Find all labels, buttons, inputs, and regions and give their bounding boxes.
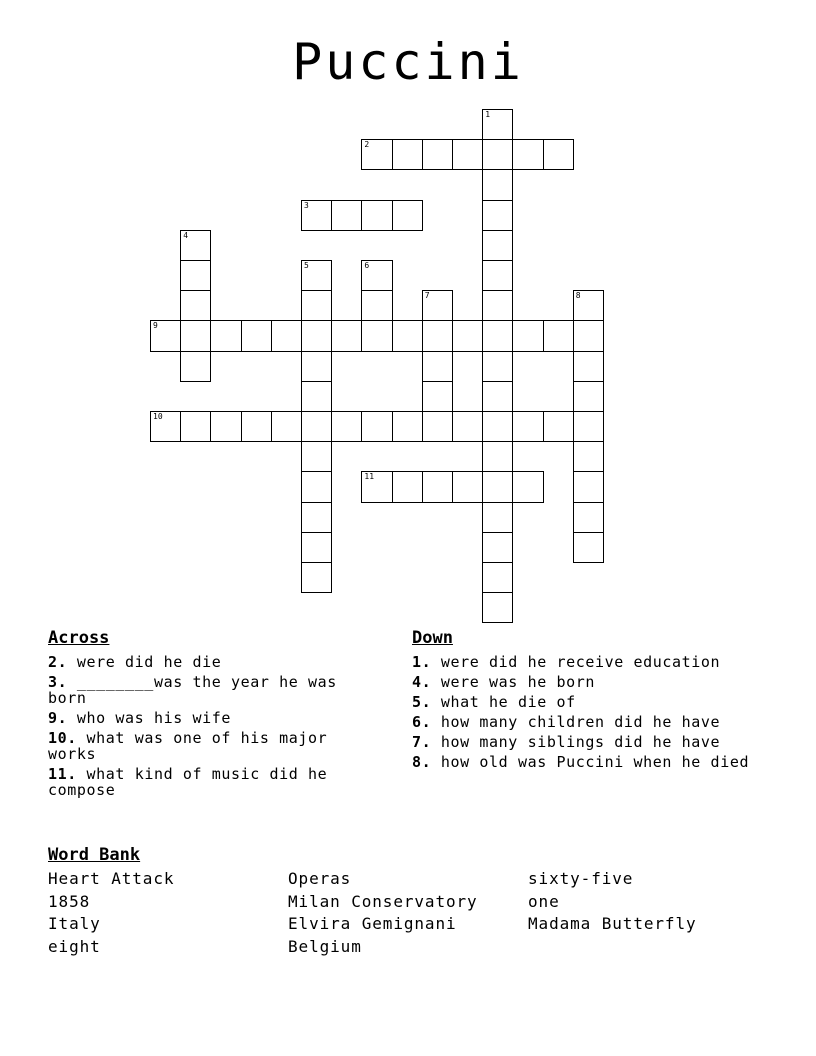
- grid-cell[interactable]: [180, 290, 211, 321]
- grid-cell[interactable]: [573, 441, 604, 472]
- grid-cell[interactable]: [301, 200, 332, 231]
- grid-cell[interactable]: [241, 411, 272, 442]
- grid-cell[interactable]: [361, 320, 392, 351]
- grid-cell[interactable]: [452, 411, 483, 442]
- word-bank-item: Madama Butterfly: [528, 914, 697, 934]
- clue-number: 2: [364, 140, 370, 150]
- grid-cell[interactable]: [180, 230, 211, 261]
- grid-cell[interactable]: [452, 320, 483, 351]
- grid-cell[interactable]: [573, 351, 604, 382]
- grid-cell[interactable]: [422, 381, 453, 412]
- down-clue: [412, 674, 772, 690]
- grid-cell[interactable]: [271, 411, 302, 442]
- grid-cell[interactable]: [482, 169, 513, 200]
- word-bank-item: Belgium: [288, 937, 362, 957]
- grid-cell[interactable]: [301, 562, 332, 593]
- clue-number: 11.: [48, 765, 77, 783]
- clue-text: how many children did he have: [431, 713, 721, 731]
- clue-text: ________was the year he was born: [48, 673, 337, 707]
- word-bank-item: Milan Conservatory: [288, 891, 478, 911]
- clue-number: 3: [304, 200, 309, 210]
- grid-cell[interactable]: [512, 471, 543, 502]
- grid-cell[interactable]: [543, 411, 574, 442]
- clue-number: 3.: [48, 673, 68, 691]
- clue-text: how old was Puccini when he died: [431, 753, 750, 771]
- clue-text: what kind of music did he compose: [48, 765, 328, 799]
- grid-cell[interactable]: [482, 471, 513, 502]
- clue-number: 7.: [412, 733, 432, 751]
- grid-cell[interactable]: [301, 351, 332, 382]
- down-clue: [412, 714, 772, 730]
- clue-text: what he die of: [431, 693, 576, 711]
- clue-number: 2.: [48, 653, 68, 671]
- grid-cell[interactable]: [392, 411, 423, 442]
- grid-cell[interactable]: [361, 200, 392, 231]
- crossword-grid: [150, 109, 606, 625]
- grid-cell[interactable]: [422, 471, 453, 502]
- grid-cell[interactable]: [482, 411, 513, 442]
- grid-cell[interactable]: [301, 290, 332, 321]
- word-bank-item: Italy: [48, 914, 101, 934]
- grid-cell[interactable]: [512, 139, 543, 170]
- grid-cell[interactable]: [512, 320, 543, 351]
- clue-number: 10: [153, 412, 163, 421]
- grid-cell[interactable]: [452, 139, 483, 170]
- down-clue: [412, 754, 772, 770]
- clue-text: were did he receive education: [431, 653, 721, 671]
- grid-cell[interactable]: [210, 320, 241, 351]
- grid-cell[interactable]: [422, 320, 453, 351]
- word-bank-item: Elvira Gemignani: [288, 914, 457, 934]
- grid-cell[interactable]: [301, 471, 332, 502]
- grid-cell[interactable]: [573, 290, 604, 321]
- clue-number: 10.: [48, 729, 77, 747]
- grid-cell[interactable]: [573, 411, 604, 442]
- grid-cell[interactable]: [301, 381, 332, 412]
- grid-cell[interactable]: [573, 381, 604, 412]
- across-clue: [48, 654, 368, 670]
- grid-cell[interactable]: [361, 290, 392, 321]
- clue-number: 5.: [412, 693, 432, 711]
- across-clue: [48, 766, 368, 798]
- word-bank-item: 1858: [48, 891, 91, 911]
- grid-cell[interactable]: [150, 411, 181, 442]
- grid-cell[interactable]: [180, 320, 211, 351]
- word-bank-heading: Word Bank: [48, 845, 141, 865]
- clue-number: 11: [364, 472, 375, 482]
- grid-cell[interactable]: [573, 502, 604, 533]
- grid-cell[interactable]: [482, 260, 513, 291]
- grid-cell[interactable]: [301, 502, 332, 533]
- grid-cell[interactable]: [361, 260, 392, 291]
- clue-number: 9: [153, 321, 158, 331]
- clue-number: 8: [575, 291, 581, 301]
- clue-number: 8.: [412, 753, 432, 771]
- clue-text: were was he born: [431, 673, 595, 691]
- clue-number: 9.: [48, 709, 68, 727]
- grid-cell[interactable]: [331, 200, 362, 231]
- grid-cell[interactable]: [482, 200, 513, 231]
- grid-cell[interactable]: [361, 411, 392, 442]
- clue-number: 7: [424, 291, 430, 301]
- across-clue-list: [48, 654, 368, 802]
- clue-text: were did he die: [67, 653, 222, 671]
- grid-cell[interactable]: [573, 471, 604, 502]
- grid-cell[interactable]: [361, 471, 392, 502]
- grid-cell[interactable]: [180, 260, 211, 291]
- grid-cell[interactable]: [482, 230, 513, 261]
- grid-cell[interactable]: [361, 139, 392, 170]
- grid-cell[interactable]: [241, 320, 272, 351]
- word-bank-item: one: [528, 891, 560, 911]
- clue-text: who was his wife: [67, 709, 231, 727]
- grid-cell[interactable]: [482, 532, 513, 563]
- grid-cell[interactable]: [301, 411, 332, 442]
- grid-cell[interactable]: [573, 320, 604, 351]
- grid-cell[interactable]: [482, 139, 513, 170]
- clue-text: how many siblings did he have: [431, 733, 721, 751]
- grid-cell[interactable]: [150, 320, 181, 351]
- grid-cell[interactable]: [482, 441, 513, 472]
- grid-cell[interactable]: [210, 411, 241, 442]
- grid-cell[interactable]: [543, 139, 574, 170]
- word-bank-item: Operas: [288, 869, 352, 888]
- clue-number: 1.: [412, 653, 432, 671]
- clue-number: 4: [183, 230, 189, 240]
- grid-cell[interactable]: [301, 441, 332, 472]
- clue-number: 6: [364, 261, 370, 270]
- clue-number: 1: [485, 110, 491, 119]
- grid-cell[interactable]: [301, 320, 332, 351]
- grid-cell[interactable]: [422, 290, 453, 321]
- grid-cell[interactable]: [180, 351, 211, 382]
- down-heading: Down: [412, 628, 453, 648]
- grid-cell[interactable]: [392, 139, 423, 170]
- clue-number: 6.: [412, 713, 432, 731]
- grid-cell[interactable]: [392, 471, 423, 502]
- grid-cell[interactable]: [271, 320, 302, 351]
- grid-cell[interactable]: [482, 290, 513, 321]
- grid-cell[interactable]: [482, 320, 513, 351]
- clue-number: 5: [304, 261, 309, 270]
- grid-cell[interactable]: [482, 562, 513, 593]
- grid-cell[interactable]: [301, 260, 332, 291]
- across-clue: [48, 674, 368, 706]
- word-bank-item: Heart Attack: [48, 869, 175, 888]
- grid-cell[interactable]: [482, 381, 513, 412]
- down-clue-list: [412, 654, 772, 774]
- across-clue: [48, 730, 368, 762]
- grid-cell[interactable]: [422, 351, 453, 382]
- grid-cell[interactable]: [331, 320, 362, 351]
- word-bank-item: eight: [48, 937, 101, 957]
- grid-cell[interactable]: [543, 320, 574, 351]
- grid-cell[interactable]: [331, 411, 362, 442]
- across-clue: [48, 710, 368, 726]
- grid-cell[interactable]: [392, 200, 423, 231]
- grid-cell[interactable]: [422, 411, 453, 442]
- grid-cell[interactable]: [392, 320, 423, 351]
- down-clue: [412, 734, 772, 750]
- grid-cell[interactable]: [512, 411, 543, 442]
- clue-number: 4.: [412, 673, 432, 691]
- across-heading: Across: [48, 628, 110, 648]
- grid-cell[interactable]: [573, 532, 604, 563]
- word-bank-item: sixty-five: [528, 869, 634, 888]
- grid-cell[interactable]: [452, 471, 483, 502]
- grid-cell[interactable]: [301, 532, 332, 563]
- clue-text: what was one of his major works: [48, 729, 328, 763]
- grid-cell[interactable]: [482, 502, 513, 533]
- down-clue: [412, 694, 772, 710]
- grid-cell[interactable]: [180, 411, 211, 442]
- grid-cell[interactable]: [422, 139, 453, 170]
- grid-cell[interactable]: [482, 351, 513, 382]
- down-clue: [412, 654, 772, 670]
- grid-cell[interactable]: [482, 109, 513, 140]
- page-title: Puccini: [292, 33, 524, 91]
- grid-cell[interactable]: [482, 592, 513, 623]
